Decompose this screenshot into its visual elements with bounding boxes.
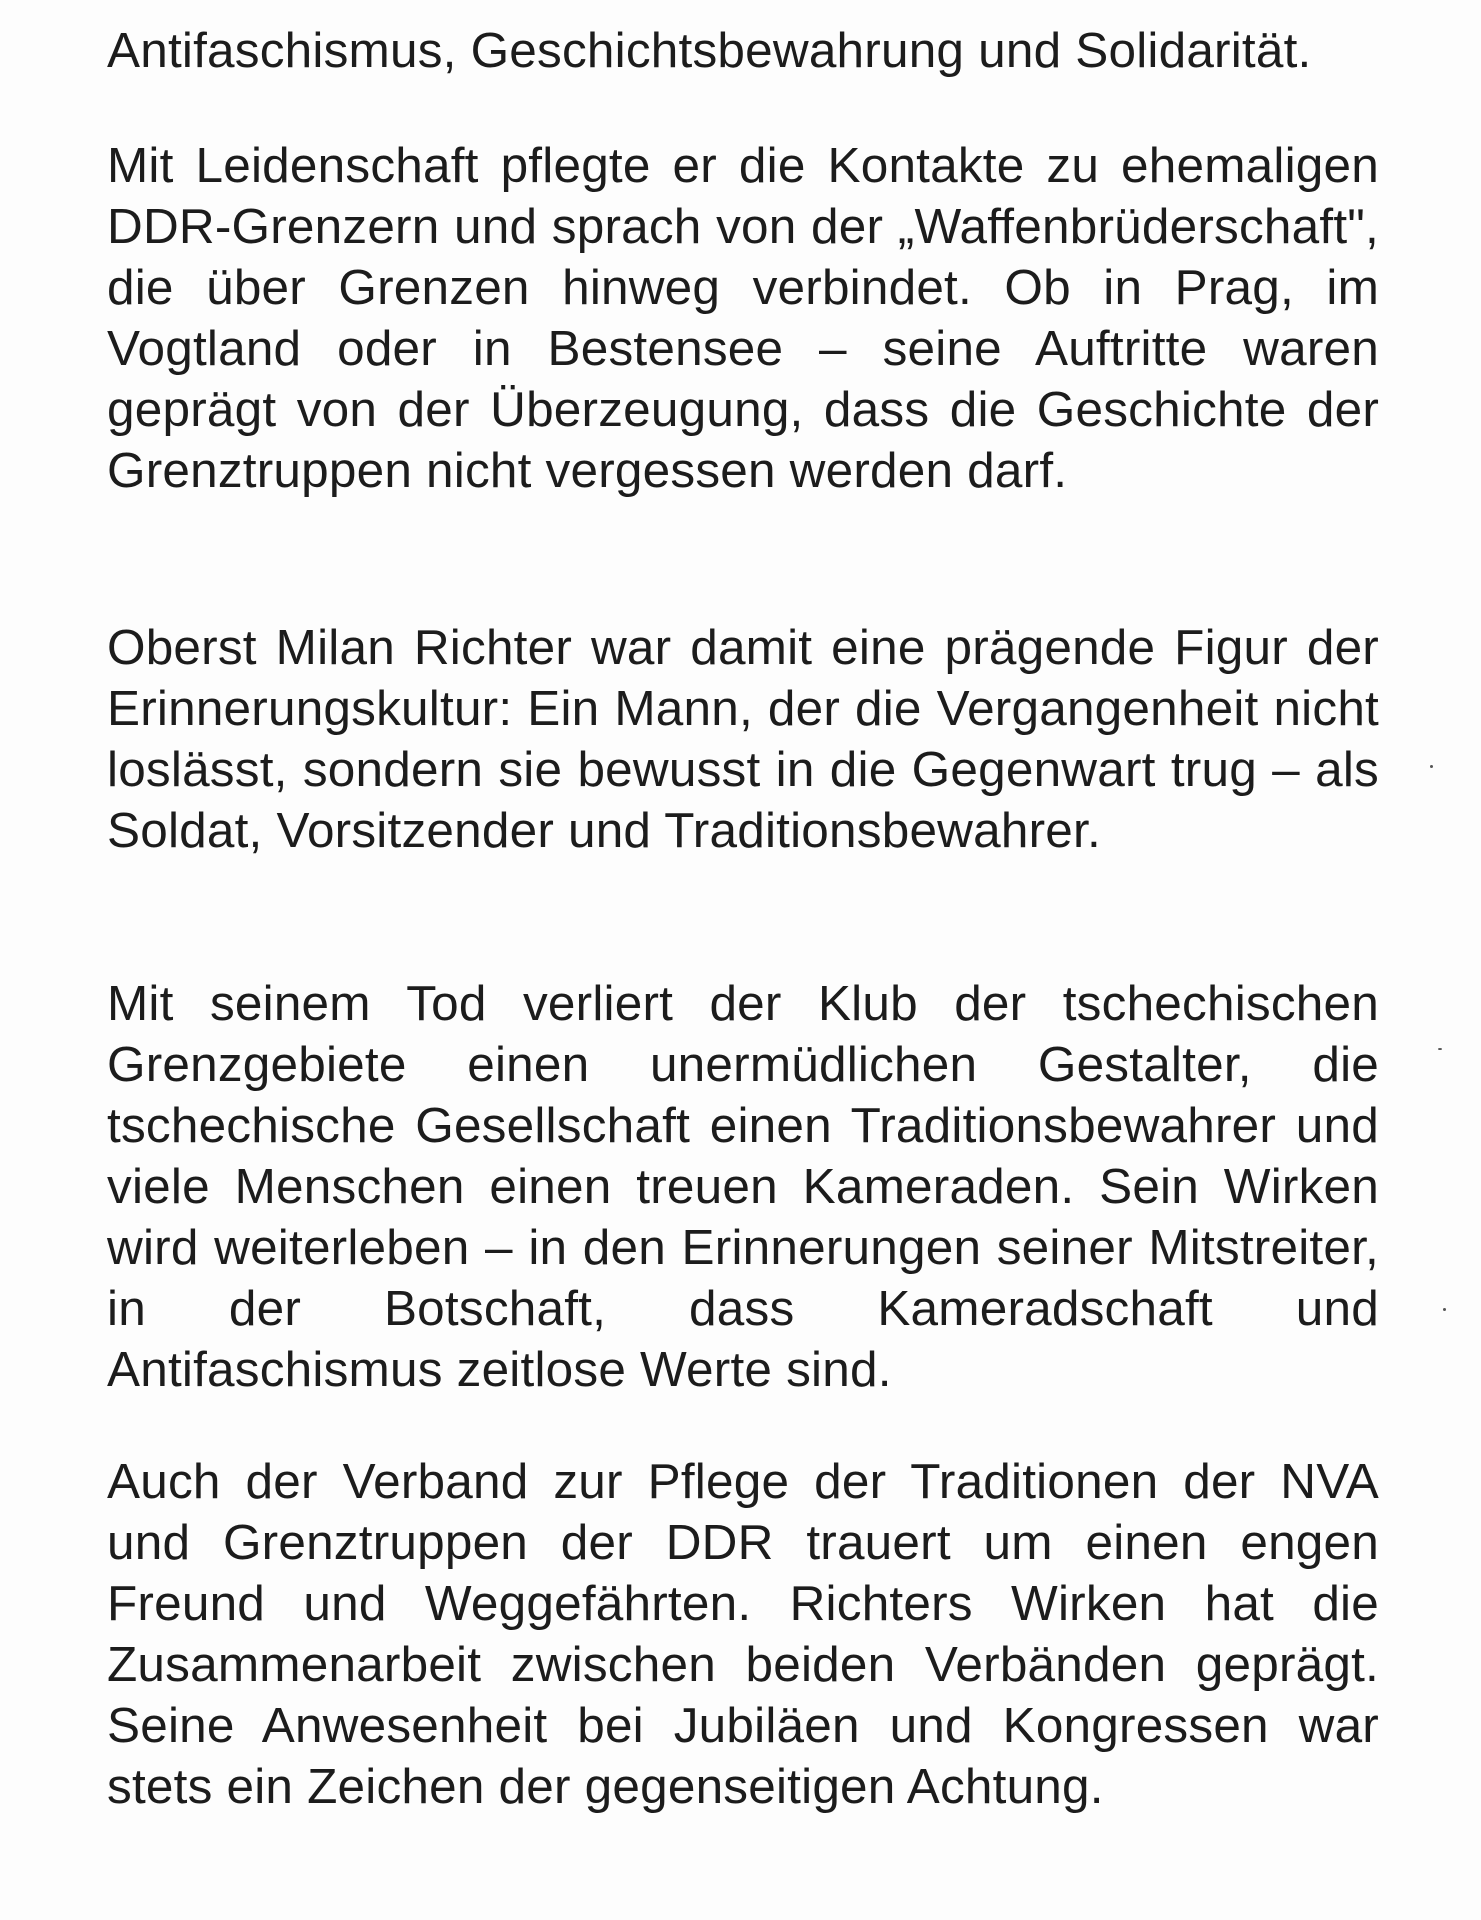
paragraph-2 [107, 135, 1379, 501]
paragraph-3 [107, 617, 1379, 861]
scan-speck [1443, 1308, 1446, 1311]
scan-speck [1438, 1048, 1442, 1050]
scan-speck [1430, 765, 1433, 768]
paragraph-5-text: Auch der Verband zur Pflege der Traditionen der NVA und Grenztruppen der DDR trauert um einen engen Freund und Weggefährten. Richters Wirken hat die Zusammenarbeit zwischen beiden Verbänden geprägt. Seine Anwesenheit bei Jubiläen und Kongressen war stets ein Zeichen der gegenseitigen Achtung. [107, 1454, 1379, 1814]
paragraph-5 [107, 1451, 1379, 1817]
paragraph-4 [107, 973, 1379, 1400]
paragraph-4-text: Mit seinem Tod verliert der Klub der tschechischen Grenzgebiete einen unermüdlichen Gestalter, die tschechische Gesellschaft einen Traditionsbewahrer und viele Menschen einen treuen Kameraden. Sein Wirken wird weiterleben – in den Erinnerungen seiner Mitstreiter, in der Botschaft, dass Kameradschaft und Antifaschismus zeitlose Werte sind. [107, 976, 1379, 1397]
paragraph-1-text: Antifaschismus, Geschichtsbewahrung und Solidarität. [107, 23, 1312, 78]
paragraph-3-text: Oberst Milan Richter war damit eine prägende Figur der Erinnerungskultur: Ein Mann, der die Vergangenheit nicht loslässt, sondern sie bewusst in die Gegenwart trug – als Soldat, Vorsitzender und Traditionsbewahrer. [107, 620, 1379, 858]
paragraph-2-text: Mit Leidenschaft pflegte er die Kontakte zu ehemaligen DDR-Grenzern und sprach von der „Waffenbrüderschaft", die über Grenzen hinweg verbindet. Ob in Prag, im Vogtland oder in Bestensee – seine Auftritte waren geprägt von der Überzeugung, dass die Geschichte der Grenztruppen nicht vergessen werden darf. [107, 138, 1379, 498]
paragraph-1 [107, 20, 1379, 81]
